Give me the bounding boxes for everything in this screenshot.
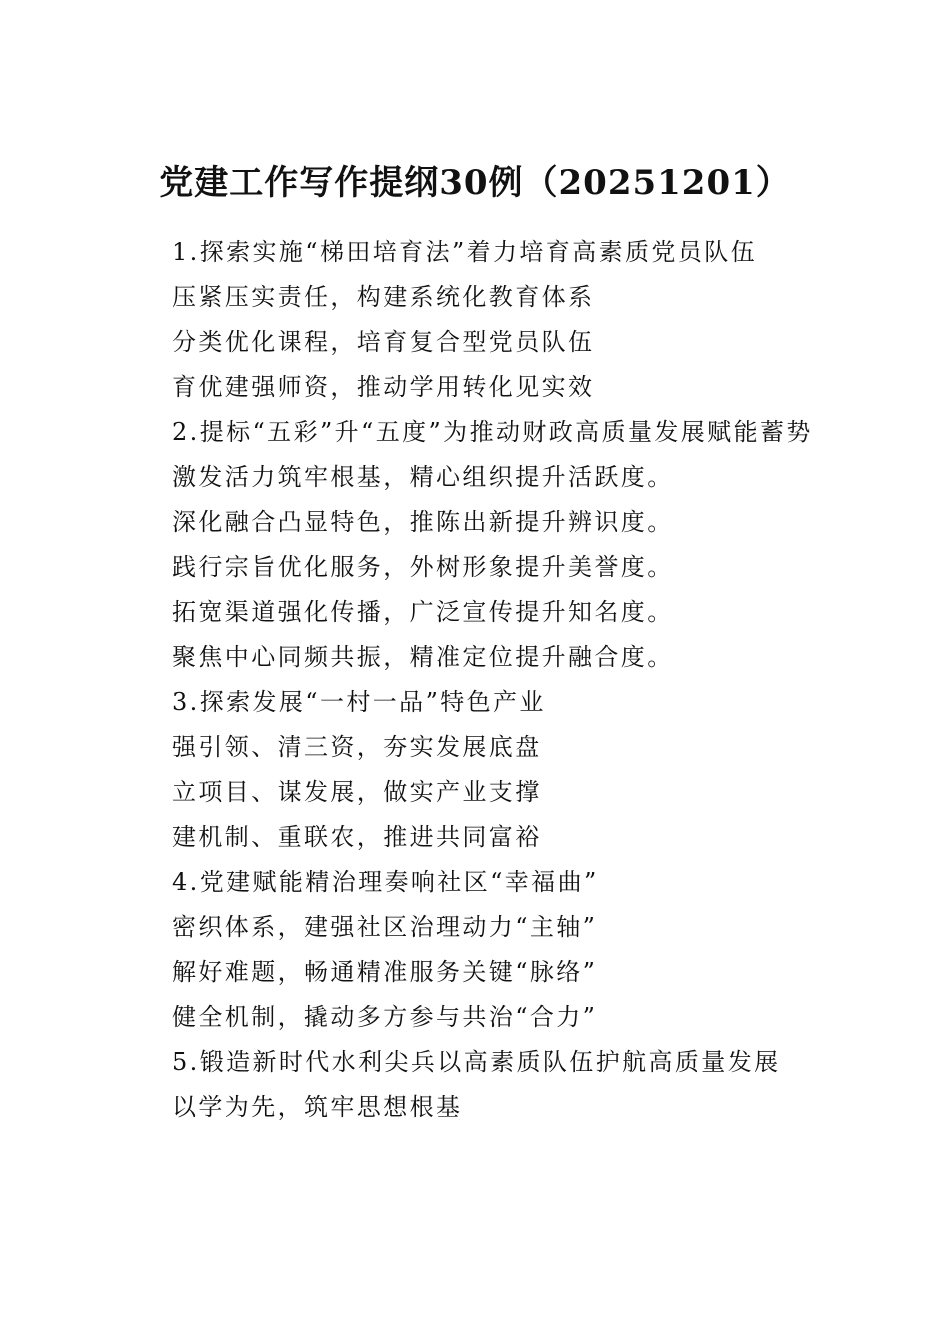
text-line: 拓宽渠道强化传播，广泛宣传提升知名度。	[172, 598, 674, 626]
heading-line-1: 1.探索实施“梯田培育法”着力培育高素质党员队伍	[172, 238, 758, 266]
text-line: 激发活力筑牢根基，精心组织提升活跃度。	[172, 463, 674, 491]
text-line: 强引领、清三资，夯实发展底盘	[172, 733, 542, 761]
document-title: 党建工作写作提纲30例（20251201）	[159, 162, 791, 203]
heading-line-3: 3.探索发展“一村一品”特色产业	[172, 688, 546, 716]
text-line: 立项目、谋发展，做实产业支撑	[172, 778, 542, 806]
text-line: 深化融合凸显特色，推陈出新提升辨识度。	[172, 508, 674, 536]
heading-line-5: 5.锻造新时代水利尖兵以高素质队伍护航高质量发展	[172, 1048, 781, 1076]
text-line: 健全机制，撬动多方参与共治“合力”	[172, 1003, 598, 1031]
heading-line-4: 4.党建赋能精治理奏响社区“幸福曲”	[172, 868, 599, 896]
text-line: 践行宗旨优化服务，外树形象提升美誉度。	[172, 553, 674, 581]
document-body	[122, 230, 830, 1130]
text-line: 建机制、重联农，推进共同富裕	[172, 823, 542, 851]
text-line: 育优建强师资，推动学用转化见实效	[172, 373, 595, 401]
text-line: 密织体系，建强社区治理动力“主轴”	[172, 913, 598, 941]
text-line: 聚焦中心同频共振，精准定位提升融合度。	[172, 643, 674, 671]
text-line: 以学为先，筑牢思想根基	[172, 1093, 463, 1121]
text-line: 压紧压实责任，构建系统化教育体系	[172, 283, 595, 311]
heading-line-2: 2.提标“五彩”升“五度”为推动财政高质量发展赋能蓄势	[172, 418, 813, 446]
text-line: 解好难题，畅通精准服务关键“脉络”	[172, 958, 598, 986]
text-line: 分类优化课程，培育复合型党员队伍	[172, 328, 595, 356]
